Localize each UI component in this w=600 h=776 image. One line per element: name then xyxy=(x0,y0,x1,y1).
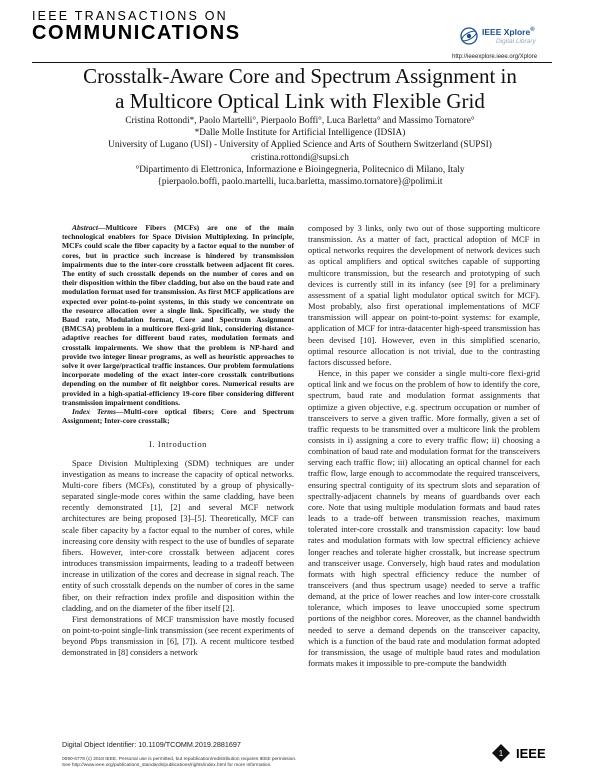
paper-title xyxy=(40,64,560,114)
doi-line: Digital Object Identifier: 10.1109/TCOMM.2019.2881697 xyxy=(62,740,241,749)
abstract-lead: Abstract xyxy=(72,223,98,232)
xplore-logo-icon xyxy=(458,26,480,46)
abstract-text: —Multicore Fibers (MCFs) are one of the main technological enablers for Space Division Multiplexing. In principle, MCFs could scale the fiber capacity by a factor equal to the number of cores, but in practice such increase is hindered by transmission impairments due to the inter-core crosstalk between adjacent fit cores. The entity of such crosstalk depends on the number of cores and on their disposition within the fiber cladding, but also on the baud rate and modulation format used for transmission. As first MCF applications are expected over point-to-point systems, in this study we concentrate on the resource allocation over a single link. Specifically, we study the Baud rate, Modulation format, Core and Spectrum Assignment (BMCSA) problem in a multicore flexi-grid link, considering distance-adaptive reaches for different baud rates, modulation formats and crosstalk impairments. We show that the problem is NP-hard and provide two integer linear programs, as well as heuristic approaches to solve it over large/practical traffic instances. Our problem formulations incorporate modeling of the exact inter-core crosstalk contributions depending on the number of fit neighbor cores. Numerical results are provided in a high-spatial-efficiency 19-core fiber considering different transmission impairment conditions. xyxy=(62,223,294,407)
affiliation-1-university: University of Lugano (USI) - University of Applied Science and Arts of Southern Switzerland (SUPSI) xyxy=(108,140,492,151)
page-number-badge xyxy=(492,744,510,762)
email-1[interactable]: cristina.rottondi@supsi.ch xyxy=(251,152,349,163)
intro-paragraph-1: Space Division Multiplexing (SDM) techniques are under investigation as means to increase the capacity of optical networks. Multi-core fibers (MCFs), constituted by a group of physically-separated single-mode cores within the same cladding, have been recently demonstrated [1], [2] and several MCF network architectures are being proposed [3]–[5]. Theoretically, MCF can scale fiber capacity by a factor equal to the number of cores, while increasing core density with respect to the use of bundles of separate fibers. However, inter-core crosstalk between adjacent cores introduces transmission impairments, leading to a tradeoff between increase in utilization of the cores and decrease in signal reach. The entity of such crosstalk depends on the number of cores in the same fiber, on their refraction index profile and disposition within the cladding, and on the diameter of the fiber itself [2]. xyxy=(62,457,294,613)
author-names: Cristina Rottondi*, Paolo Martelli°, Pierpaolo Boffi°, Luca Barletta° and Massimo Tornatore° xyxy=(125,116,475,126)
xplore-subtitle: Digital Library xyxy=(496,38,536,45)
journal-name-line1: IEEE TRANSACTIONS ON xyxy=(32,9,228,23)
affiliation-2: °Dipartimento di Elettronica, Informazione e Bioingegneria, Politecnico di Milano, Italy xyxy=(135,164,465,175)
title-line-1: Crosstalk-Aware Core and Spectrum Assignment in xyxy=(83,64,517,88)
ieee-logo: IEEE xyxy=(516,746,546,761)
registered-mark: ® xyxy=(530,27,535,33)
email-2[interactable]: {pierpaolo.boffi, paolo.martelli, luca.barletta, massimo.tornatore}@polimi.it xyxy=(157,177,443,188)
copyright-notice xyxy=(62,757,482,769)
abstract xyxy=(62,223,294,407)
author-block xyxy=(40,115,560,188)
right-paragraph-2: Hence, in this paper we consider a single multi-core flexi-grid optical link and we focus on the problem of how to identify the core, spectrum, baud rate and modulation format assignments that optimize a given objective, e.g. spectrum occupation or number of transceivers to serve a given traffic. More formally, given a set of traffic requests to be transmitted over a multicore link the problem consists in i) assigning a core to every traffic flow; ii) choosing a combination of baud rate and modulation format for the transceivers serving each traffic flow; iii) allocating an optical channel for each traffic flow, large enough to accommodate the required transceivers, ensuring spectral contiguity of its spectrum slots and separation of spectrally-adjacent channels by means of guardbands over each core. Note that using multiple modulation formats and baud rates leads to a trade-off between transmission reaches, maximum tolerated inter-core crosstalk and transmission capacity: low baud rates and modulation formats with low spectral efficiency achieve longer reaches and tolerate higher crosstalk, but increase spectrum and transceiver usage. Conversely, high baud rates and modulation formats with high spectral efficiency reduce the number of transceivers (and thus spectrum usage) needed to serve a traffic demand, at the price of lower reaches and low inter-core crosstalk tolerance, which imposes to leave unoccupied some spectrum portions of the neighbor cores. Moreover, as the channel bandwidth needed to serve a demand depends on the transceiver capacity, which is a function of the baud rate and modulation format adopted for transmission, the usage of multiple baud rates and modulation formats makes it impossible to pre-compute the bandwidth xyxy=(308,368,540,669)
index-terms-lead: Index Terms xyxy=(72,407,116,417)
affiliation-1: *Dalle Molle Institute for Artificial Intelligence (IDSIA) xyxy=(194,128,406,139)
xplore-url-link[interactable]: http://ieeexplore.ieee.org/Xplore xyxy=(452,54,538,60)
section-heading-introduction: I. Introduction xyxy=(148,439,208,450)
header-rule xyxy=(32,62,552,63)
copyright-line-2: See http://www.ieee.org/publications_standards/publications/rights/index.html for more information. xyxy=(62,763,272,768)
right-column xyxy=(308,223,540,669)
title-line-2: a Multicore Optical Link with Flexible Grid xyxy=(115,89,485,113)
index-terms xyxy=(62,407,294,425)
copyright-line-1: 0090-6778 (c) 2018 IEEE. Personal use is permitted, but republication/redistribution requires IEEE permission. xyxy=(62,757,297,762)
page-number: 1 xyxy=(498,749,504,758)
xplore-brand[interactable]: IEEE Xplore® xyxy=(482,27,535,37)
right-paragraph-1: composed by 3 links, only two out of those supporting multicore transmission. As a matter of fact, practical adoption of MCF in optical networks requires the development of network devices such as optical amplifiers and optical switches capable of supporting multicore transmission, but the research and prototyping of such devices is currently still in its infancy (see [9] for a preliminary assessment of a spatial light modulator optical switch for MCF). Most probably, also first operational implementations of MCF transmission will appear on point-to-point systems: for example, application of MCF for intra-datacenter high-speed transmission has been devised [10]. However, even in this simplified scenario, optimal resource allocation is not trivial, due to the contrasting factors discussed before. xyxy=(308,223,540,367)
index-terms-text: —Multi-core optical fibers; Core and Spectrum Assignment; Inter-core crosstalk; xyxy=(62,407,295,426)
intro-paragraph-2: First demonstrations of MCF transmission have mostly focused on point-to-point single-link transmission (see recent experiments of beyond Pbps transmission in [6], [7]). A recent multicore testbed demonstrated in [8] considers a network xyxy=(62,613,294,658)
journal-name-line2: COMMUNICATIONS xyxy=(32,22,241,44)
left-column xyxy=(62,223,294,658)
